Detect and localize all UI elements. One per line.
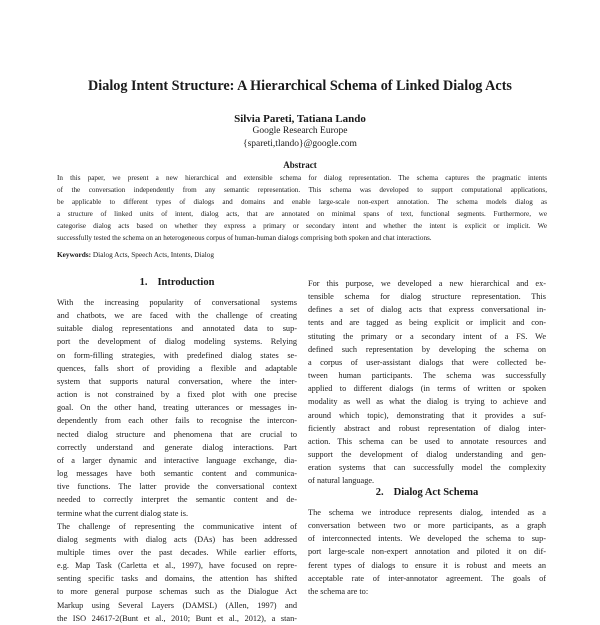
body-line: the ISO 24617-2(Bunt et al., 2010; Bunt et al., 2012), a stan- — [57, 613, 297, 623]
body-line: to more general purpose schemas such as the Dialogue Act — [57, 587, 297, 597]
body-line: nected dialog structure and phenomena that are crucial to — [57, 429, 297, 439]
section-title: Introduction — [157, 277, 215, 288]
abstract-line: In this paper, we present a new hierarchical and extensible schema for dialog representation. The schema captures the pragmatic intents — [57, 174, 547, 182]
abstract-heading: Abstract — [283, 160, 317, 170]
body-line: port large-scale non-expert annotation and piloted it on dif- — [308, 547, 546, 557]
body-line: quences, falls short of providing a flexible and adaptable — [57, 363, 297, 373]
section-heading-dialog-act-schema — [308, 486, 546, 499]
body-line: on form-filling strategies, with predefined dialog states se- — [57, 350, 297, 360]
body-line: defined such representation by developing the schema on — [308, 344, 546, 354]
body-line: tween human participants. The schema was successfully — [308, 371, 546, 381]
body-line: defines a set of dialog acts that express conversational in- — [308, 305, 546, 315]
section-title: Dialog Act Schema — [393, 487, 479, 498]
body-line: stituting the primary or a secondary intent of a FS. We — [308, 331, 546, 341]
body-line: The schema we introduce represents dialog, intended as a — [308, 508, 546, 517]
abstract-line: a structure of linked units of intent, dialog acts, that are annotated on minimal spans of text, functional segments. Furthermore, we — [57, 210, 547, 219]
dialog-act-schema-body — [308, 506, 546, 598]
body-line: applied to different dialogs (in terms of written or spoken — [308, 384, 546, 394]
abstract-line: successfully tested the schema on an heterogeneous corpus of human-human dialogs comprising both spoken and chat interactions. — [57, 234, 432, 243]
abstract-line: of the conversation independently from any semantic representation. This schema was developed to support computational applications, — [57, 186, 547, 195]
body-line: and chatbots, we are faced with the challenge of creating — [57, 311, 297, 321]
right-column-body — [308, 277, 546, 488]
body-line: action is not constrained by a fixed plot with one precise — [57, 390, 297, 400]
body-line: Markup using Several Layers (DAMSL) (Allen, 1997) and — [57, 600, 297, 610]
abstract-body — [57, 172, 547, 245]
keywords-text: Dialog Acts, Speech Acts, Intents, Dialog — [92, 250, 215, 259]
body-line: For this purpose, we developed a new hierarchical and ex- — [308, 279, 546, 288]
body-line: modality as well as what the dialog is trying to achieve and — [308, 397, 546, 407]
body-line: conversation between two or more participants, as a graph — [308, 521, 546, 531]
body-line: ferent types of dialogs to ensure it is robust and meets an — [308, 560, 546, 570]
body-line: the schema are to: — [308, 586, 369, 596]
paper-title: Dialog Intent Structure: A Hierarchical Schema of Linked Dialog Acts — [88, 78, 512, 94]
body-line: dependently from each other fails to recognise the intercon- — [57, 416, 297, 426]
paper-authors: Silvia Pareti, Tatiana Lando — [234, 113, 366, 125]
author-affiliation: Google Research Europe — [252, 126, 348, 136]
body-line: needed to correctly interpret the semantic content and de- — [57, 495, 297, 505]
body-line: goal. On the other hand, treating utterances or messages in- — [57, 403, 297, 413]
author-email: {spareti,tlando}@google.com — [243, 139, 357, 149]
body-line: a corpus of user-assistant dialogs that were collected be- — [308, 357, 546, 367]
body-line: suitable dialog representations and annotated data to sup- — [57, 324, 297, 334]
section-heading-introduction — [57, 276, 297, 289]
section-number: 2. — [375, 487, 384, 498]
body-line: port the development of dialog modeling systems. Relying — [57, 337, 297, 347]
body-line: ficiently abstract and robust representation of dialog inter- — [308, 423, 546, 433]
body-line: tensible schema for dialog structure representation. This — [308, 292, 546, 302]
keywords — [57, 250, 547, 260]
abstract-line: categorise dialog acts based on whether they express a primary or secondary intent and whether the intent is explicit or implicit. We — [57, 222, 547, 231]
body-line: The challenge of representing the communicative intent of — [57, 521, 297, 531]
body-line: action. This schema can be used to annotate resources and — [308, 436, 546, 446]
body-line: around which topic), demonstrating that it provides a suf- — [308, 410, 546, 420]
body-line: eration systems that can successfully model the complexity — [308, 463, 546, 473]
body-line: tive functions. The latter provide the conversational context — [57, 482, 297, 492]
body-line: dialog segments with dialog acts (DAs) has been addressed — [57, 534, 297, 544]
body-line: senting specific tasks and domains, the attention has shifted — [57, 574, 297, 584]
keywords-label: Keywords: — [57, 250, 92, 259]
body-line: tents and are tagged as being explicit or implicit and con- — [308, 318, 546, 328]
body-line: correctly understand and generate dialog interactions. Part — [57, 442, 297, 452]
body-line: of a larger dynamic and interactive language exchange, dia- — [57, 455, 297, 465]
body-line: system that supports natural conversation, where the inter- — [57, 376, 297, 386]
body-line: With the increasing popularity of conversational systems — [57, 298, 297, 307]
section-number: 1. — [139, 277, 148, 288]
body-line: of natural language. — [308, 476, 375, 486]
abstract-line: be applicable to different types of dialogs and domains and enable large-scale non-expert annotation. The schema models dialog as — [57, 198, 547, 207]
body-line: acceptable rate of inter-annotator agreement. The goals of — [308, 573, 546, 583]
body-line: e.g. Map Task (Carletta et al., 1997), have focused on repre- — [57, 561, 297, 571]
introduction-body — [57, 296, 297, 625]
body-line: support the development of dialog understanding and gen- — [308, 450, 546, 460]
body-line: log messages have both semantic content and communica- — [57, 469, 297, 479]
body-line: of interconnected intents. We developed the schema to sup- — [308, 534, 546, 544]
body-line: multiple times over the past decades. While earlier efforts, — [57, 547, 297, 557]
body-line: termine what the current dialog state is. — [57, 508, 189, 518]
